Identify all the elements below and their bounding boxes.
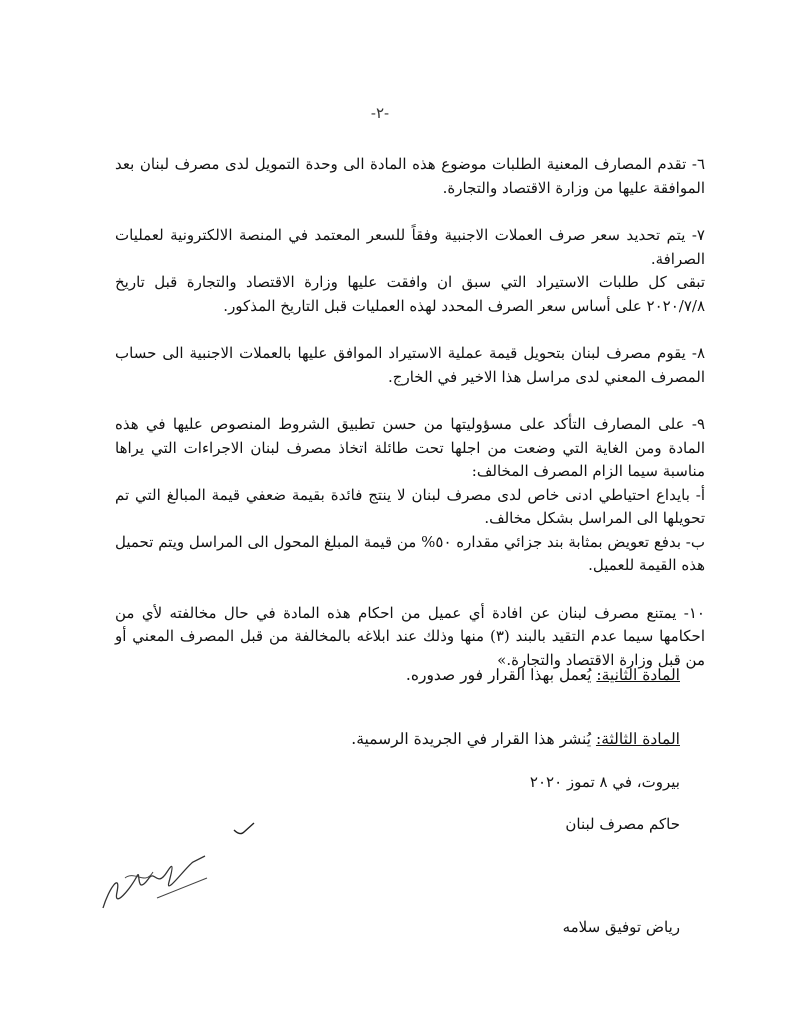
article-item-6 — [115, 153, 705, 200]
article-number: ٦- — [691, 155, 705, 173]
article-two — [406, 666, 680, 684]
article-text: تقدم المصارف المعنية الطلبات موضوع هذه المادة الى وحدة التمويل لدى مصرف لبنان بعد الموافقة عليها من وزارة الاقتصاد والتجارة. — [115, 155, 705, 197]
article-number: ٨- — [691, 344, 705, 362]
article-extra-text: تبقى كل طلبات الاستيراد التي سبق ان وافقت عليها وزارة الاقتصاد والتجارة قبل تاريخ ٢٠٢٠/٧/٨ على أساس سعر الصرف المحدد لهذه العمليات قبل التاريخ المذكور. — [115, 273, 705, 315]
article-item-7 — [115, 224, 705, 318]
article-text: يمتنع مصرف لبنان عن افادة أي عميل من احكام هذه المادة في حال مخالفته لأي من احكامها سيما عدم التقيد بالبند (٣) منها وذلك عند ابلاغه بالمخالفة من قبل المصرف المعني أو من قبل وزارة الاقتصاد والتجارة.» — [115, 603, 705, 669]
articles-list — [115, 153, 705, 696]
article-text: يتم تحديد سعر صرف العملات الاجنبية وفقاً للسعر المعتمد في المنصة الالكترونية لعمليات الصرافة. — [115, 226, 705, 268]
place-date: بيروت، في ٨ تموز ٢٠٢٠ — [529, 773, 680, 791]
check-mark-icon — [232, 820, 258, 838]
article-item-10 — [115, 602, 705, 673]
article-subclause-a: أ- بايداع احتياطي ادنى خاص لدى مصرف لبنان لا ينتج فائدة بقيمة ضعفي قيمة المبالغ التي تم تحويلها الى المراسل بشكل مخالف. — [115, 485, 705, 527]
signature-image — [95, 848, 215, 918]
article-two-label: المادة الثانية: — [596, 666, 680, 684]
governor-title: حاكم مصرف لبنان — [565, 815, 680, 833]
article-three — [351, 730, 680, 748]
article-three-label: المادة الثالثة: — [595, 730, 680, 748]
page-number: -٢- — [370, 104, 390, 122]
article-three-text: يُنشر هذا القرار في الجريدة الرسمية. — [351, 730, 592, 748]
article-number: ١٠- — [683, 603, 705, 622]
signatory-name: رياض توفيق سلامه — [562, 918, 680, 936]
article-text: يقوم مصرف لبنان بتحويل قيمة عملية الاستيراد الموافق عليها بالعملات الاجنبية الى حساب المصرف المعني لدى مراسل هذا الاخير في الخارج. — [115, 344, 705, 386]
article-text: على المصارف التأكد على مسؤوليتها من حسن تطبيق الشروط المنصوص عليها في هذه المادة ومن الغاية التي وضعت من اجلها تحت طائلة اتخاذ مصرف لبنان الاجراءات التي يراها مناسبة سيما الزام المصرف المخالف: — [115, 415, 705, 480]
article-number: ٩- — [691, 415, 705, 433]
article-subclause-b: ب- بدفع تعويض بمثابة بند جزائي مقداره ٥٠% من قيمة المبلغ المحول الى المراسل ويتم تحميل هذه القيمة للعميل. — [115, 532, 705, 574]
article-item-8 — [115, 342, 705, 389]
article-number: ٧- — [691, 226, 705, 244]
article-item-9 — [115, 413, 705, 578]
article-two-text: يُعمل بهذا القرار فور صدوره. — [405, 666, 592, 684]
